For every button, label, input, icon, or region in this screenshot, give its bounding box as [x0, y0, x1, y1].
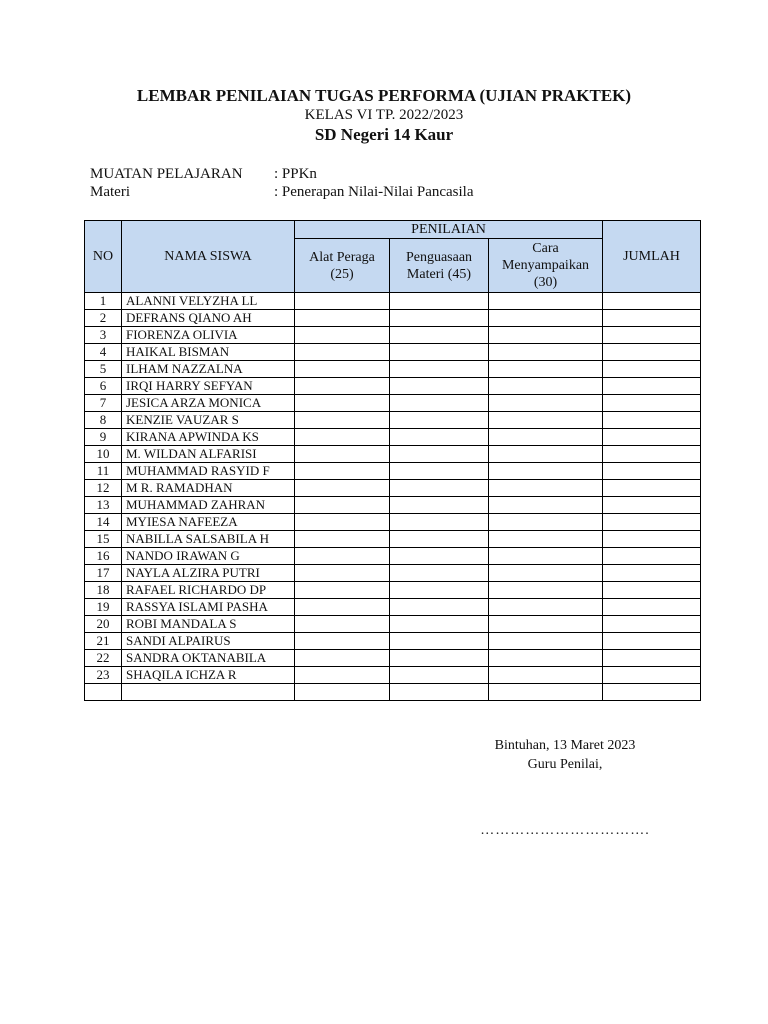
score-total: [603, 667, 701, 684]
row-number: 10: [85, 446, 122, 463]
score-alat-peraga: [295, 412, 390, 429]
table-row: [85, 599, 701, 616]
student-name: ROBI MANDALA S: [122, 616, 295, 633]
score-alat-peraga: [295, 395, 390, 412]
score-alat-peraga: [295, 293, 390, 310]
header-penguasaan-materi: Penguasaan Materi (45): [390, 239, 489, 293]
score-total: [603, 327, 701, 344]
student-name: M. WILDAN ALFARISI: [122, 446, 295, 463]
score-penguasaan-materi: [390, 344, 489, 361]
score-total: [603, 293, 701, 310]
header-name: NAMA SISWA: [122, 221, 295, 293]
score-cara-menyampaikan: [489, 395, 603, 412]
student-name: ALANNI VELYZHA LL: [122, 293, 295, 310]
student-name: MUHAMMAD RASYID F: [122, 463, 295, 480]
score-penguasaan-materi: [390, 599, 489, 616]
row-number: 23: [85, 667, 122, 684]
score-alat-peraga: [295, 531, 390, 548]
score-total: [603, 429, 701, 446]
row-number: 12: [85, 480, 122, 497]
score-penguasaan-materi: [390, 480, 489, 497]
score-cara-menyampaikan: [489, 684, 603, 701]
material-label: Materi: [90, 184, 130, 200]
score-total: [603, 633, 701, 650]
row-number: 11: [85, 463, 122, 480]
score-total: [603, 446, 701, 463]
student-name: RAFAEL RICHARDO DP: [122, 582, 295, 599]
score-cara-menyampaikan: [489, 565, 603, 582]
score-alat-peraga: [295, 463, 390, 480]
score-alat-peraga: [295, 650, 390, 667]
assessment-table: [84, 220, 701, 701]
student-name: KENZIE VAUZAR S: [122, 412, 295, 429]
row-number: 18: [85, 582, 122, 599]
student-name: NABILLA SALSABILA H: [122, 531, 295, 548]
student-name: RASSYA ISLAMI PASHA: [122, 599, 295, 616]
score-penguasaan-materi: [390, 667, 489, 684]
score-alat-peraga: [295, 667, 390, 684]
score-cara-menyampaikan: [489, 480, 603, 497]
score-penguasaan-materi: [390, 565, 489, 582]
score-alat-peraga: [295, 633, 390, 650]
score-total: [603, 582, 701, 599]
score-cara-menyampaikan: [489, 599, 603, 616]
row-number: 9: [85, 429, 122, 446]
score-alat-peraga: [295, 446, 390, 463]
score-cara-menyampaikan: [489, 429, 603, 446]
score-cara-menyampaikan: [489, 327, 603, 344]
row-number: 14: [85, 514, 122, 531]
student-name: NAYLA ALZIRA PUTRI: [122, 565, 295, 582]
table-row: [85, 463, 701, 480]
score-cara-menyampaikan: [489, 378, 603, 395]
score-cara-menyampaikan: [489, 667, 603, 684]
score-alat-peraga: [295, 429, 390, 446]
material-value: : Penerapan Nilai-Nilai Pancasila: [274, 184, 474, 200]
table-row: [85, 344, 701, 361]
student-name: HAIKAL BISMAN: [122, 344, 295, 361]
score-cara-menyampaikan: [489, 633, 603, 650]
score-penguasaan-materi: [390, 446, 489, 463]
header-alat-peraga: Alat Peraga (25): [295, 239, 390, 293]
score-total: [603, 684, 701, 701]
signature-role: Guru Penilai,: [527, 757, 603, 772]
student-name: SANDI ALPAIRUS: [122, 633, 295, 650]
score-penguasaan-materi: [390, 582, 489, 599]
signature-line: …………………………….: [480, 823, 650, 838]
table-row: [85, 616, 701, 633]
student-name: NANDO IRAWAN G: [122, 548, 295, 565]
score-penguasaan-materi: [390, 463, 489, 480]
score-alat-peraga: [295, 361, 390, 378]
row-number: 7: [85, 395, 122, 412]
row-number: 2: [85, 310, 122, 327]
row-number: 16: [85, 548, 122, 565]
score-alat-peraga: [295, 310, 390, 327]
score-alat-peraga: [295, 616, 390, 633]
score-penguasaan-materi: [390, 650, 489, 667]
score-cara-menyampaikan: [489, 582, 603, 599]
class-year: KELAS VI TP. 2022/2023: [304, 107, 464, 123]
row-number: 1: [85, 293, 122, 310]
score-total: [603, 344, 701, 361]
score-total: [603, 599, 701, 616]
score-alat-peraga: [295, 599, 390, 616]
score-alat-peraga: [295, 548, 390, 565]
table-row: [85, 497, 701, 514]
header-total: JUMLAH: [603, 221, 701, 293]
score-alat-peraga: [295, 378, 390, 395]
table-row: [85, 514, 701, 531]
score-total: [603, 480, 701, 497]
table-row: [85, 361, 701, 378]
table-row: [85, 565, 701, 582]
student-name: MUHAMMAD ZAHRAN: [122, 497, 295, 514]
score-penguasaan-materi: [390, 548, 489, 565]
score-cara-menyampaikan: [489, 361, 603, 378]
student-name: MYIESA NAFEEZA: [122, 514, 295, 531]
score-alat-peraga: [295, 327, 390, 344]
score-total: [603, 650, 701, 667]
table-row: [85, 667, 701, 684]
score-penguasaan-materi: [390, 514, 489, 531]
table-row: [85, 582, 701, 599]
score-penguasaan-materi: [390, 327, 489, 344]
score-total: [603, 548, 701, 565]
score-cara-menyampaikan: [489, 446, 603, 463]
score-penguasaan-materi: [390, 684, 489, 701]
score-total: [603, 497, 701, 514]
table-row: [85, 650, 701, 667]
document-title: LEMBAR PENILAIAN TUGAS PERFORMA (UJIAN PRAKTEK): [136, 86, 632, 105]
school-name: SD Negeri 14 Kaur: [314, 125, 454, 144]
score-cara-menyampaikan: [489, 531, 603, 548]
score-total: [603, 565, 701, 582]
header-penilaian: PENILAIAN: [295, 221, 603, 239]
row-number: 17: [85, 565, 122, 582]
row-number: [85, 684, 122, 701]
student-name: M R. RAMADHAN: [122, 480, 295, 497]
student-name: SANDRA OKTANABILA: [122, 650, 295, 667]
table-row: [85, 378, 701, 395]
score-cara-menyampaikan: [489, 463, 603, 480]
score-penguasaan-materi: [390, 429, 489, 446]
score-total: [603, 463, 701, 480]
row-number: 15: [85, 531, 122, 548]
student-name: JESICA ARZA MONICA: [122, 395, 295, 412]
header-no: NO: [85, 221, 122, 293]
score-total: [603, 514, 701, 531]
student-name: IRQI HARRY SEFYAN: [122, 378, 295, 395]
row-number: 21: [85, 633, 122, 650]
subject-label: MUATAN PELAJARAN: [90, 166, 243, 182]
header-cara-menyampaikan: Cara Menyampaikan (30): [489, 239, 603, 293]
material-row: [90, 184, 474, 201]
score-total: [603, 531, 701, 548]
row-number: 5: [85, 361, 122, 378]
table-row: [85, 310, 701, 327]
score-penguasaan-materi: [390, 310, 489, 327]
table-row: [85, 548, 701, 565]
row-number: 6: [85, 378, 122, 395]
table-row: [85, 293, 701, 310]
row-number: 3: [85, 327, 122, 344]
score-alat-peraga: [295, 565, 390, 582]
score-cara-menyampaikan: [489, 293, 603, 310]
row-number: 4: [85, 344, 122, 361]
row-number: 19: [85, 599, 122, 616]
score-penguasaan-materi: [390, 378, 489, 395]
score-alat-peraga: [295, 497, 390, 514]
student-name: SHAQILA ICHZA R: [122, 667, 295, 684]
student-rows: [85, 293, 701, 701]
score-cara-menyampaikan: [489, 310, 603, 327]
student-name: ILHAM NAZZALNA: [122, 361, 295, 378]
table-row: [85, 446, 701, 463]
row-number: 8: [85, 412, 122, 429]
table-row: [85, 633, 701, 650]
score-total: [603, 310, 701, 327]
score-penguasaan-materi: [390, 616, 489, 633]
score-cara-menyampaikan: [489, 514, 603, 531]
score-cara-menyampaikan: [489, 497, 603, 514]
student-name: FIORENZA OLIVIA: [122, 327, 295, 344]
table-row: [85, 684, 701, 701]
student-name: [122, 684, 295, 701]
signature-place-date: Bintuhan, 13 Maret 2023: [494, 738, 636, 753]
score-total: [603, 616, 701, 633]
score-alat-peraga: [295, 480, 390, 497]
score-penguasaan-materi: [390, 531, 489, 548]
score-cara-menyampaikan: [489, 650, 603, 667]
student-name: DEFRANS QIANO AH: [122, 310, 295, 327]
subject-row: [90, 166, 317, 183]
score-total: [603, 361, 701, 378]
score-penguasaan-materi: [390, 412, 489, 429]
score-cara-menyampaikan: [489, 548, 603, 565]
row-number: 20: [85, 616, 122, 633]
subject-value: : PPKn: [274, 166, 317, 182]
score-alat-peraga: [295, 344, 390, 361]
row-number: 22: [85, 650, 122, 667]
score-total: [603, 395, 701, 412]
score-penguasaan-materi: [390, 497, 489, 514]
table-row: [85, 429, 701, 446]
score-alat-peraga: [295, 582, 390, 599]
score-total: [603, 412, 701, 429]
score-cara-menyampaikan: [489, 412, 603, 429]
score-penguasaan-materi: [390, 395, 489, 412]
score-cara-menyampaikan: [489, 616, 603, 633]
score-cara-menyampaikan: [489, 344, 603, 361]
table-row: [85, 327, 701, 344]
table-row: [85, 412, 701, 429]
score-penguasaan-materi: [390, 361, 489, 378]
score-total: [603, 378, 701, 395]
score-penguasaan-materi: [390, 633, 489, 650]
table-row: [85, 480, 701, 497]
score-alat-peraga: [295, 514, 390, 531]
table-row: [85, 395, 701, 412]
table-row: [85, 531, 701, 548]
score-alat-peraga: [295, 684, 390, 701]
student-name: KIRANA APWINDA KS: [122, 429, 295, 446]
row-number: 13: [85, 497, 122, 514]
score-penguasaan-materi: [390, 293, 489, 310]
